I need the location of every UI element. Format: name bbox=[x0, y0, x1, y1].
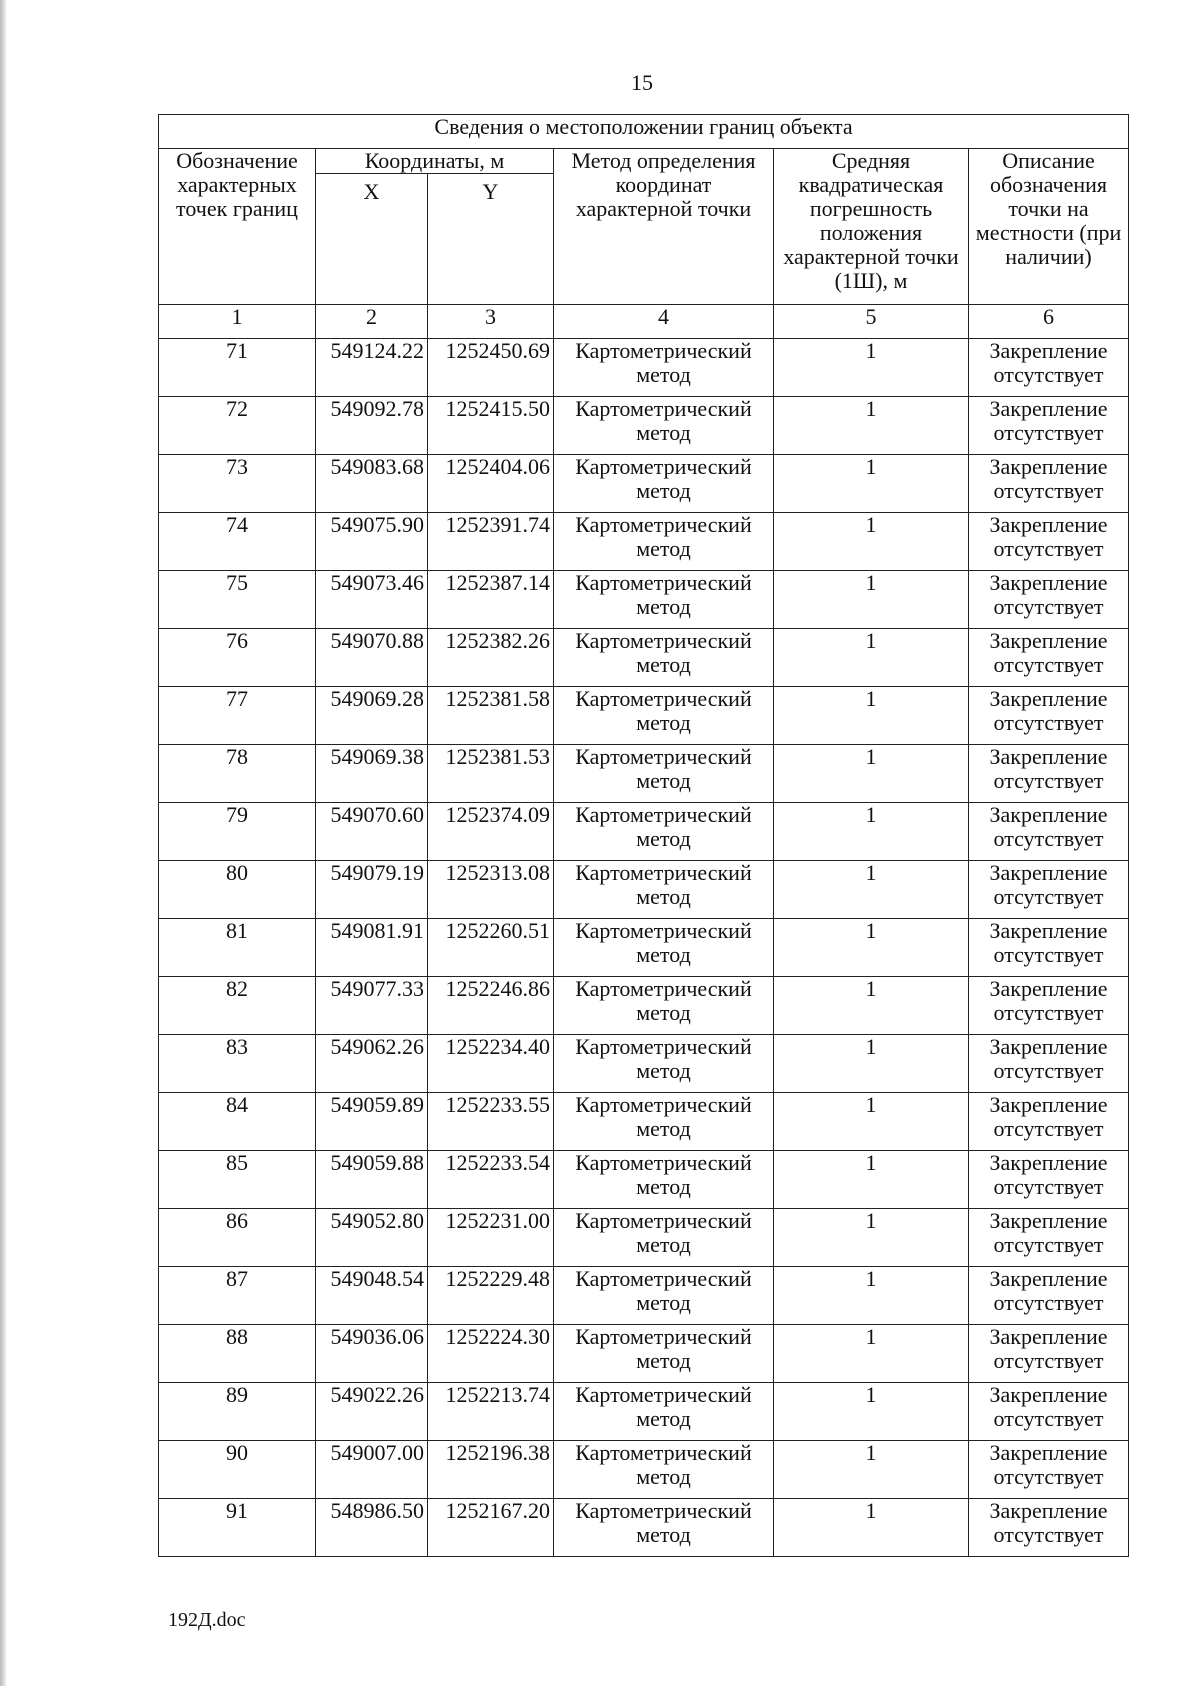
cell-error: 1 bbox=[774, 1093, 969, 1151]
cell-x: 549081.91 bbox=[316, 919, 428, 977]
cell-y: 1252415.50 bbox=[428, 397, 554, 455]
cell-error: 1 bbox=[774, 455, 969, 513]
cell-point: 76 bbox=[159, 629, 316, 687]
cell-y: 1252213.74 bbox=[428, 1383, 554, 1441]
cell-point: 75 bbox=[159, 571, 316, 629]
cell-point: 74 bbox=[159, 513, 316, 571]
cell-error: 1 bbox=[774, 1151, 969, 1209]
cell-x: 549070.88 bbox=[316, 629, 428, 687]
cell-x: 549062.26 bbox=[316, 1035, 428, 1093]
cell-point: 83 bbox=[159, 1035, 316, 1093]
cell-error: 1 bbox=[774, 803, 969, 861]
cell-error: 1 bbox=[774, 919, 969, 977]
cell-y: 1252381.58 bbox=[428, 687, 554, 745]
cell-method: Картометрический метод bbox=[554, 1383, 774, 1441]
cell-x: 549079.19 bbox=[316, 861, 428, 919]
cell-error: 1 bbox=[774, 629, 969, 687]
cell-y: 1252374.09 bbox=[428, 803, 554, 861]
table-title-row bbox=[159, 115, 1129, 149]
table-row bbox=[159, 1441, 1129, 1499]
cell-y: 1252233.55 bbox=[428, 1093, 554, 1151]
cell-description: Закрепление отсутствует bbox=[969, 1383, 1129, 1441]
cell-y: 1252381.53 bbox=[428, 745, 554, 803]
column-number: 5 bbox=[774, 305, 969, 339]
cell-description: Закрепление отсутствует bbox=[969, 571, 1129, 629]
cell-description: Закрепление отсутствует bbox=[969, 1441, 1129, 1499]
table-row bbox=[159, 745, 1129, 803]
cell-x: 549073.46 bbox=[316, 571, 428, 629]
cell-y: 1252387.14 bbox=[428, 571, 554, 629]
table-title: Сведения о местоположении границ объекта bbox=[159, 115, 1129, 149]
table-row bbox=[159, 1499, 1129, 1557]
cell-point: 81 bbox=[159, 919, 316, 977]
cell-x: 549007.00 bbox=[316, 1441, 428, 1499]
cell-x: 549077.33 bbox=[316, 977, 428, 1035]
cell-point: 91 bbox=[159, 1499, 316, 1557]
boundary-points-table bbox=[158, 114, 1129, 1557]
cell-error: 1 bbox=[774, 1035, 969, 1093]
table-row bbox=[159, 1267, 1129, 1325]
cell-description: Закрепление отсутствует bbox=[969, 1093, 1129, 1151]
cell-description: Закрепление отсутствует bbox=[969, 745, 1129, 803]
table-row bbox=[159, 1151, 1129, 1209]
cell-point: 78 bbox=[159, 745, 316, 803]
cell-x: 549124.22 bbox=[316, 339, 428, 397]
column-number: 1 bbox=[159, 305, 316, 339]
footer-filename: 192Д.doc bbox=[168, 1609, 246, 1631]
table-row bbox=[159, 397, 1129, 455]
cell-description: Закрепление отсутствует bbox=[969, 1035, 1129, 1093]
cell-error: 1 bbox=[774, 1383, 969, 1441]
table-row bbox=[159, 455, 1129, 513]
cell-y: 1252450.69 bbox=[428, 339, 554, 397]
cell-error: 1 bbox=[774, 339, 969, 397]
cell-y: 1252229.48 bbox=[428, 1267, 554, 1325]
table-row bbox=[159, 1093, 1129, 1151]
cell-point: 88 bbox=[159, 1325, 316, 1383]
cell-x: 549083.68 bbox=[316, 455, 428, 513]
cell-x: 549059.89 bbox=[316, 1093, 428, 1151]
cell-error: 1 bbox=[774, 687, 969, 745]
table-row bbox=[159, 513, 1129, 571]
cell-method: Картометрический метод bbox=[554, 339, 774, 397]
cell-point: 80 bbox=[159, 861, 316, 919]
cell-description: Закрепление отсутствует bbox=[969, 455, 1129, 513]
cell-x: 549092.78 bbox=[316, 397, 428, 455]
cell-description: Закрепление отсутствует bbox=[969, 1209, 1129, 1267]
table-row bbox=[159, 1209, 1129, 1267]
cell-y: 1252234.40 bbox=[428, 1035, 554, 1093]
cell-error: 1 bbox=[774, 1441, 969, 1499]
cell-x: 549052.80 bbox=[316, 1209, 428, 1267]
cell-error: 1 bbox=[774, 861, 969, 919]
cell-method: Картометрический метод bbox=[554, 1035, 774, 1093]
cell-method: Картометрический метод bbox=[554, 629, 774, 687]
cell-y: 1252404.06 bbox=[428, 455, 554, 513]
cell-x: 549022.26 bbox=[316, 1383, 428, 1441]
cell-point: 72 bbox=[159, 397, 316, 455]
scan-edge bbox=[0, 0, 6, 1686]
cell-x: 549048.54 bbox=[316, 1267, 428, 1325]
cell-description: Закрепление отсутствует bbox=[969, 397, 1129, 455]
cell-point: 79 bbox=[159, 803, 316, 861]
cell-method: Картометрический метод bbox=[554, 1267, 774, 1325]
cell-point: 77 bbox=[159, 687, 316, 745]
cell-description: Закрепление отсутствует bbox=[969, 629, 1129, 687]
cell-x: 549075.90 bbox=[316, 513, 428, 571]
table-row bbox=[159, 1325, 1129, 1383]
column-number-row bbox=[159, 305, 1129, 339]
cell-y: 1252382.26 bbox=[428, 629, 554, 687]
cell-error: 1 bbox=[774, 1499, 969, 1557]
cell-y: 1252167.20 bbox=[428, 1499, 554, 1557]
cell-method: Картометрический метод bbox=[554, 1151, 774, 1209]
cell-point: 90 bbox=[159, 1441, 316, 1499]
table-row bbox=[159, 687, 1129, 745]
cell-x: 549036.06 bbox=[316, 1325, 428, 1383]
cell-description: Закрепление отсутствует bbox=[969, 803, 1129, 861]
cell-method: Картометрический метод bbox=[554, 861, 774, 919]
table-row bbox=[159, 339, 1129, 397]
header-description: Описание обозначения точки на местности (при наличии) bbox=[969, 149, 1129, 305]
table-row bbox=[159, 1383, 1129, 1441]
table-row bbox=[159, 919, 1129, 977]
cell-error: 1 bbox=[774, 1325, 969, 1383]
cell-method: Картометрический метод bbox=[554, 1209, 774, 1267]
cell-y: 1252196.38 bbox=[428, 1441, 554, 1499]
cell-point: 85 bbox=[159, 1151, 316, 1209]
cell-method: Картометрический метод bbox=[554, 745, 774, 803]
cell-x: 549069.38 bbox=[316, 745, 428, 803]
table-row bbox=[159, 977, 1129, 1035]
cell-description: Закрепление отсутствует bbox=[969, 1267, 1129, 1325]
cell-error: 1 bbox=[774, 1267, 969, 1325]
header-method: Метод определения координат характерной точки bbox=[554, 149, 774, 305]
cell-method: Картометрический метод bbox=[554, 1325, 774, 1383]
header-error: Средняя квадратическая погрешность положения характерной точки (1Ш), м bbox=[774, 149, 969, 305]
column-number: 3 bbox=[428, 305, 554, 339]
cell-x: 548986.50 bbox=[316, 1499, 428, 1557]
cell-description: Закрепление отсутствует bbox=[969, 513, 1129, 571]
cell-method: Картометрический метод bbox=[554, 687, 774, 745]
cell-error: 1 bbox=[774, 397, 969, 455]
cell-point: 86 bbox=[159, 1209, 316, 1267]
cell-point: 82 bbox=[159, 977, 316, 1035]
header-coordinates: Координаты, м bbox=[316, 149, 554, 174]
cell-y: 1252391.74 bbox=[428, 513, 554, 571]
cell-x: 549059.88 bbox=[316, 1151, 428, 1209]
cell-y: 1252224.30 bbox=[428, 1325, 554, 1383]
cell-point: 87 bbox=[159, 1267, 316, 1325]
cell-y: 1252313.08 bbox=[428, 861, 554, 919]
cell-error: 1 bbox=[774, 977, 969, 1035]
cell-y: 1252260.51 bbox=[428, 919, 554, 977]
cell-description: Закрепление отсутствует bbox=[969, 339, 1129, 397]
cell-method: Картометрический метод bbox=[554, 571, 774, 629]
cell-error: 1 bbox=[774, 513, 969, 571]
column-number: 4 bbox=[554, 305, 774, 339]
cell-description: Закрепление отсутствует bbox=[969, 861, 1129, 919]
table-row bbox=[159, 571, 1129, 629]
cell-y: 1252246.86 bbox=[428, 977, 554, 1035]
cell-y: 1252233.54 bbox=[428, 1151, 554, 1209]
cell-point: 71 bbox=[159, 339, 316, 397]
column-number: 2 bbox=[316, 305, 428, 339]
cell-y: 1252231.00 bbox=[428, 1209, 554, 1267]
cell-method: Картометрический метод bbox=[554, 1093, 774, 1151]
header-row bbox=[159, 149, 1129, 174]
cell-description: Закрепление отсутствует bbox=[969, 687, 1129, 745]
cell-point: 73 bbox=[159, 455, 316, 513]
cell-description: Закрепление отсутствует bbox=[969, 1151, 1129, 1209]
cell-method: Картометрический метод bbox=[554, 977, 774, 1035]
header-point-designation: Обозначение характерных точек границ bbox=[159, 149, 316, 305]
cell-point: 84 bbox=[159, 1093, 316, 1151]
cell-method: Картометрический метод bbox=[554, 513, 774, 571]
cell-description: Закрепление отсутствует bbox=[969, 919, 1129, 977]
table-row bbox=[159, 1035, 1129, 1093]
cell-method: Картометрический метод bbox=[554, 919, 774, 977]
cell-description: Закрепление отсутствует bbox=[969, 977, 1129, 1035]
cell-x: 549069.28 bbox=[316, 687, 428, 745]
cell-error: 1 bbox=[774, 571, 969, 629]
table-row bbox=[159, 861, 1129, 919]
cell-error: 1 bbox=[774, 1209, 969, 1267]
cell-x: 549070.60 bbox=[316, 803, 428, 861]
cell-method: Картометрический метод bbox=[554, 397, 774, 455]
cell-error: 1 bbox=[774, 745, 969, 803]
header-x: X bbox=[316, 174, 428, 305]
column-number: 6 bbox=[969, 305, 1129, 339]
cell-method: Картометрический метод bbox=[554, 455, 774, 513]
cell-point: 89 bbox=[159, 1383, 316, 1441]
cell-description: Закрепление отсутствует bbox=[969, 1499, 1129, 1557]
cell-description: Закрепление отсутствует bbox=[969, 1325, 1129, 1383]
cell-method: Картометрический метод bbox=[554, 1441, 774, 1499]
page-number: 15 bbox=[631, 70, 653, 95]
cell-method: Картометрический метод bbox=[554, 803, 774, 861]
header-y: Y bbox=[428, 174, 554, 305]
table-row bbox=[159, 629, 1129, 687]
table-row bbox=[159, 803, 1129, 861]
cell-method: Картометрический метод bbox=[554, 1499, 774, 1557]
